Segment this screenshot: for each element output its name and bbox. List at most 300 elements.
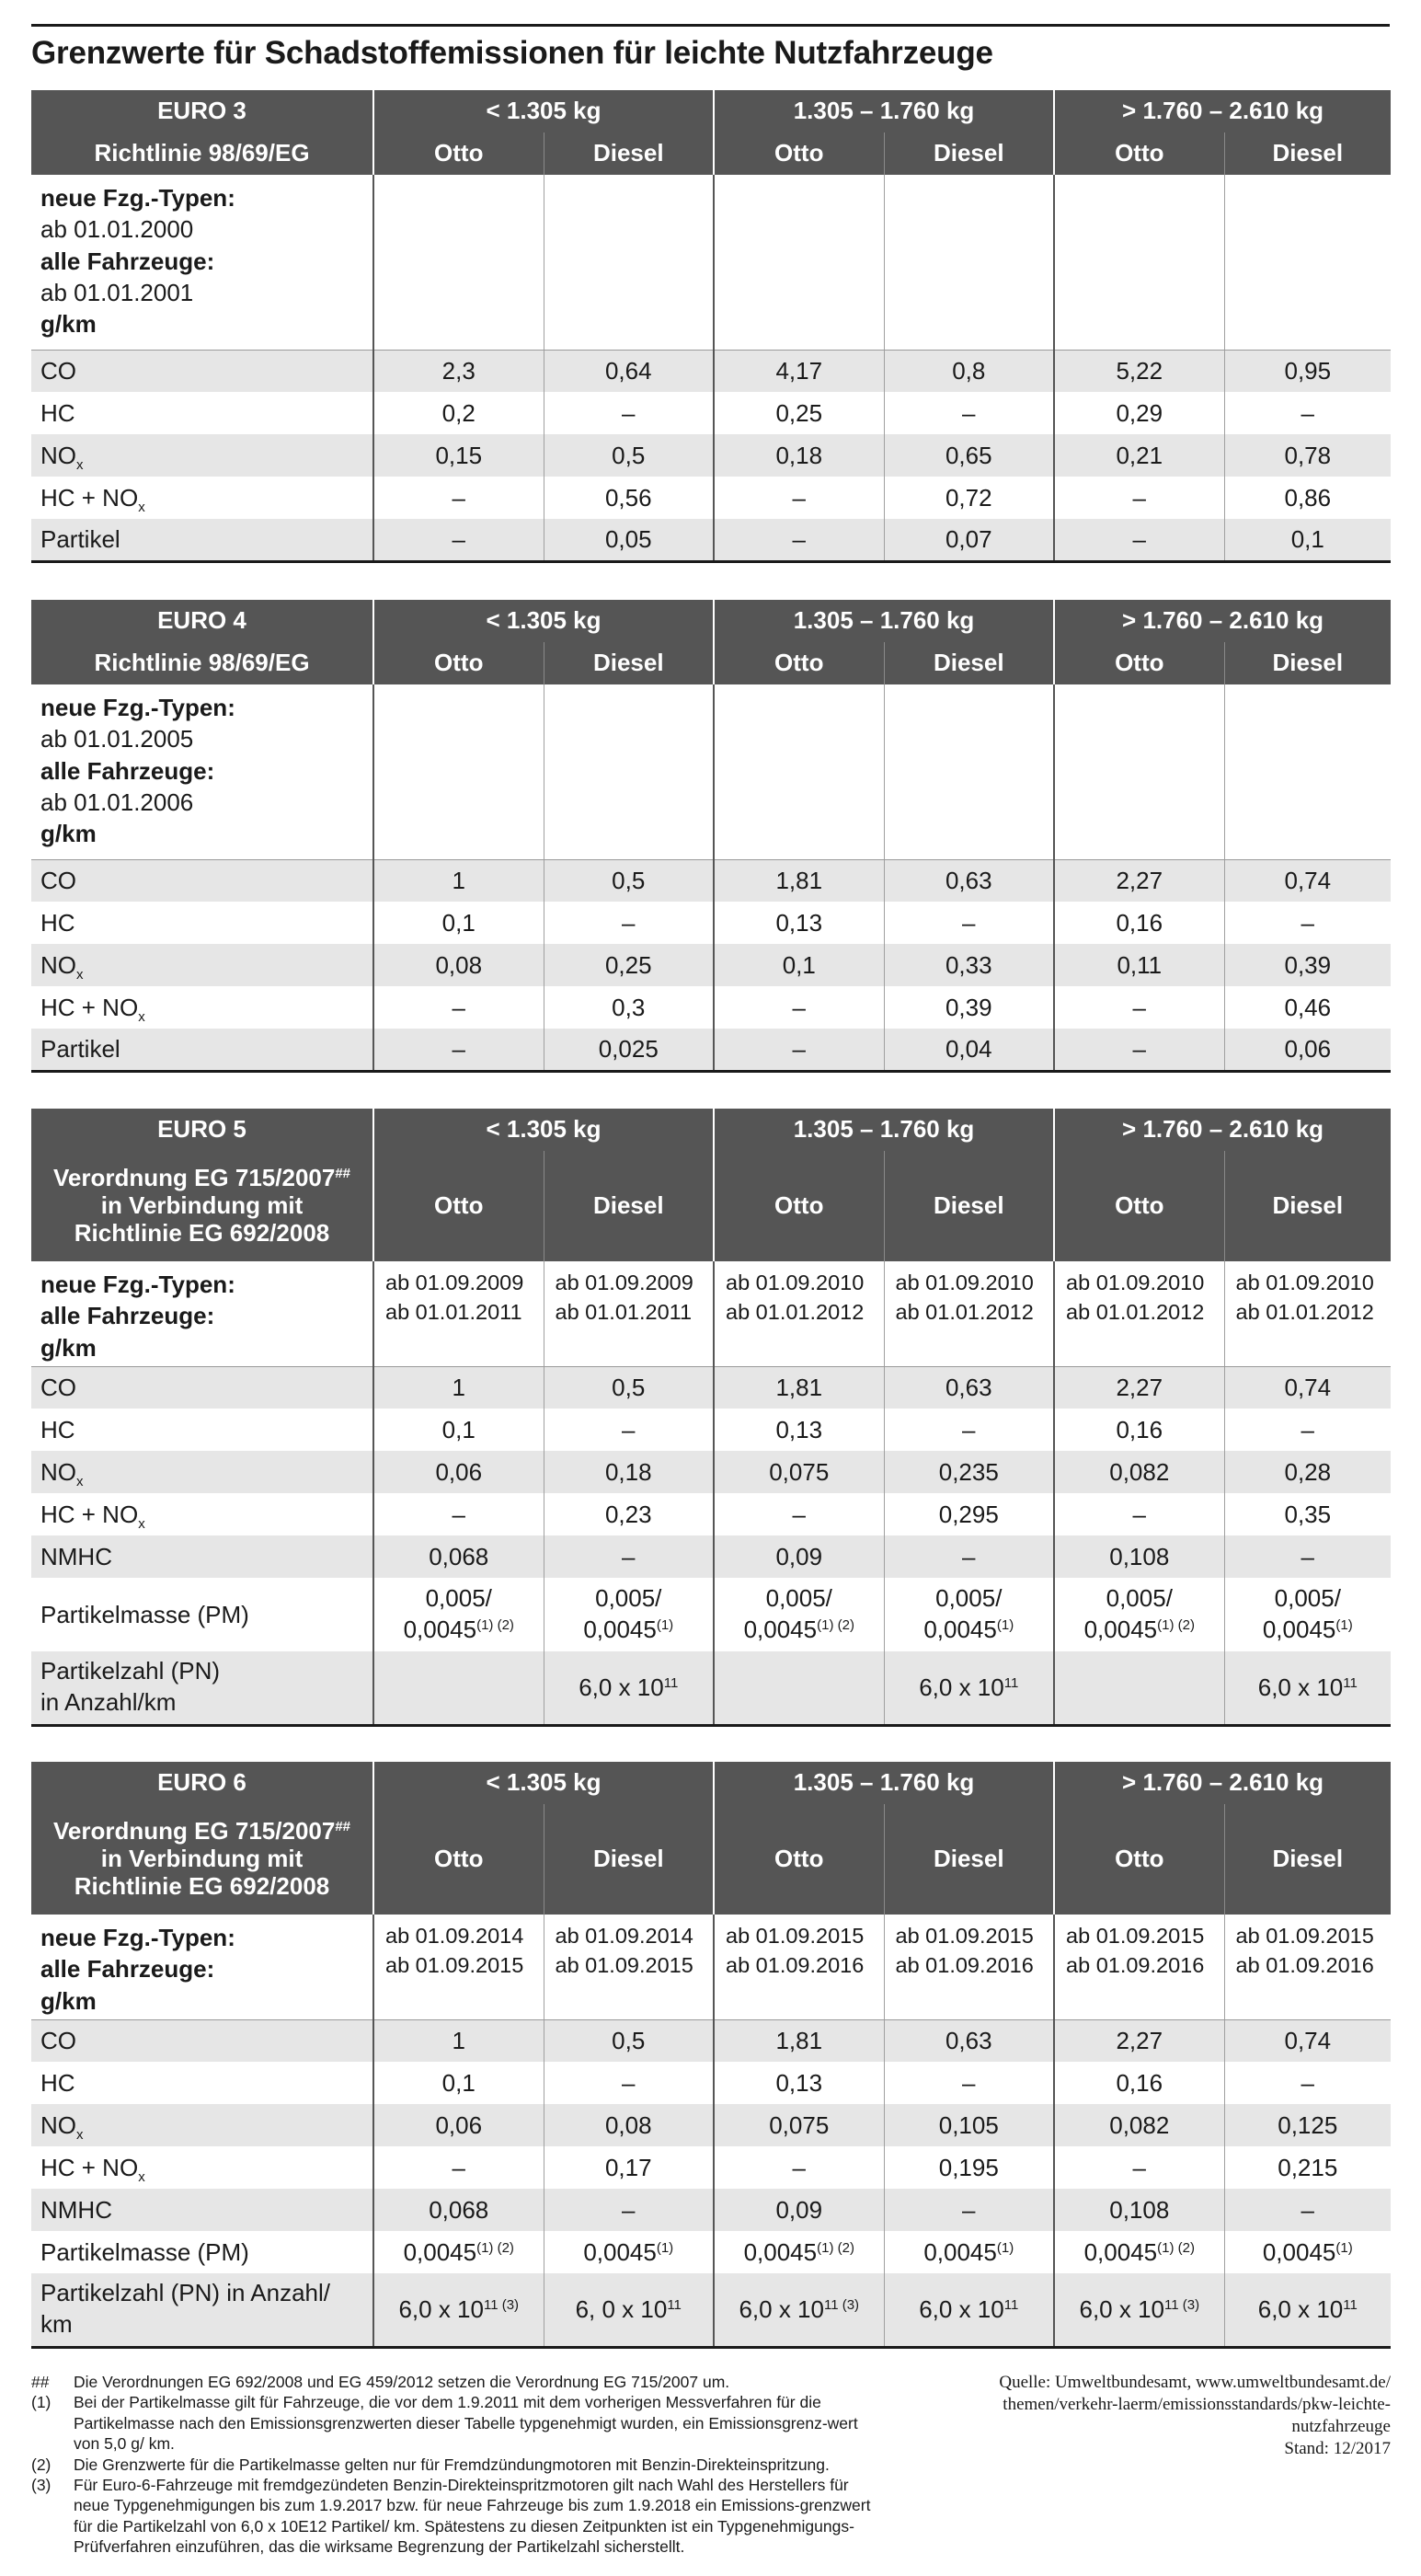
row-label-hc: HC: [31, 902, 373, 944]
euro5-co-row: [31, 1366, 1391, 1409]
value-cell: 0,082: [1054, 2104, 1224, 2146]
value-cell: –: [1224, 2062, 1391, 2104]
value-cell: 0,23: [544, 1493, 714, 1535]
euro5-header-row: [31, 1109, 1391, 1151]
label-new-types: neue Fzg.-Typen:: [40, 694, 235, 721]
euro3-group-3: > 1.760 – 2.610 kg: [1054, 90, 1391, 132]
empty-cell: [373, 684, 544, 859]
euro4-diesel-1: Diesel: [544, 642, 714, 684]
euro5-table: [31, 1109, 1391, 1727]
date-new: ab 01.09.2015: [1066, 1924, 1205, 1948]
date-all: ab 01.09.2016: [1235, 1952, 1374, 1977]
euro6-hc-row: [31, 2062, 1391, 2104]
euro5-pm-row: [31, 1578, 1391, 1651]
date-new: ab 01.09.2010: [1235, 1271, 1374, 1294]
value-cell: [544, 1578, 714, 1651]
source-line: themen/verkehr-laerm/emissionsstandards/pkw-leichte-: [1003, 2394, 1391, 2414]
euro4-otto-2: Otto: [714, 642, 884, 684]
date-cell: [1054, 1915, 1224, 2019]
value-cell: [373, 1578, 544, 1651]
pn-value: 6,0 x 10: [739, 2294, 824, 2323]
value-cell: –: [544, 392, 714, 434]
euro5-diesel-1: Diesel: [544, 1151, 714, 1261]
euro4-diesel-3: Diesel: [1224, 642, 1391, 684]
date-all: ab 01.09.2016: [895, 1952, 1034, 1977]
pn-value: 6,0 x 10: [919, 2294, 1004, 2323]
source-line: Quelle: Umweltbundesamt, www.umweltbundesamt.de/: [999, 2373, 1391, 2392]
date-all: ab 01.01.2012: [1066, 1299, 1205, 1324]
footnote-key: ##: [31, 2373, 50, 2391]
date-all: ab 01.01.2012: [726, 1299, 865, 1324]
value-cell: 1: [373, 859, 544, 902]
empty-cell: [544, 684, 714, 859]
euro3-diesel-3: Diesel: [1224, 132, 1391, 175]
label-unit: g/km: [40, 310, 97, 339]
value-cell: 0,29: [1054, 392, 1224, 434]
date-all: ab 01.09.2015: [385, 1952, 524, 1977]
pm-bottom: 0,0045: [1083, 1616, 1158, 1643]
date-new: ab 01.09.2015: [726, 1924, 865, 1948]
value-cell: [544, 2273, 714, 2347]
euro4-group-2: 1.305 – 1.760 kg: [714, 600, 1054, 642]
date-all: ab 01.01.2012: [895, 1299, 1034, 1324]
value-cell: 0,64: [544, 350, 714, 392]
row-label-co: CO: [31, 350, 373, 392]
euro3-date-new: ab 01.01.2000: [40, 215, 194, 244]
value-cell: [373, 2273, 544, 2347]
pm-top: 0,005/: [595, 1584, 662, 1613]
label-all-vehicles: alle Fahrzeuge:: [40, 1955, 215, 1984]
value-cell: 0,39: [1224, 944, 1391, 986]
row-label-pm: Partikelmasse (PM): [31, 1578, 373, 1651]
value-cell: 0,78: [1224, 434, 1391, 477]
exponent: 11 (3): [483, 2296, 520, 2313]
euro5-otto-3: Otto: [1054, 1151, 1224, 1261]
value-cell: 0,075: [714, 1451, 884, 1493]
euro5-hcnox-row: [31, 1493, 1391, 1535]
value-cell: 0,39: [884, 986, 1054, 1029]
date-cell: [1054, 1261, 1224, 1366]
page-title: Grenzwerte für Schadstoffemissionen für leichte Nutzfahrzeuge: [31, 35, 993, 71]
date-new: ab 01.09.2014: [385, 1924, 524, 1948]
euro5-group-2: 1.305 – 1.760 kg: [714, 1109, 1054, 1151]
value-cell: 0,15: [373, 434, 544, 477]
value-cell: 0,13: [714, 1409, 884, 1451]
value-cell: 0,08: [544, 2104, 714, 2146]
value-cell: 0,215: [1224, 2146, 1391, 2189]
value-cell: [544, 1651, 714, 1725]
euro3-otto-3: Otto: [1054, 132, 1224, 175]
pn-value: 6,0 x 10: [579, 1673, 664, 1701]
footnote-text: Die Grenzwerte für die Partikelmasse gelten nur für Fremdzündungmotoren mit Benzin-Direkteinspritzung.: [74, 2455, 830, 2474]
value-cell: 4,17: [714, 350, 884, 392]
date-cell: [373, 1915, 544, 2019]
value-cell: 2,27: [1054, 2019, 1224, 2062]
euro5-regulation: [31, 1151, 373, 1261]
top-rule: [31, 24, 1390, 27]
euro3-group-1: < 1.305 kg: [373, 90, 714, 132]
pn-value: 6,0 x 10: [1257, 2294, 1344, 2323]
euro6-group-2: 1.305 – 1.760 kg: [714, 1762, 1054, 1804]
value-cell: 0,025: [544, 1029, 714, 1071]
pm-value: 0,0045: [1083, 2237, 1158, 2266]
value-cell: 0,108: [1054, 2189, 1224, 2231]
value-cell: –: [714, 1493, 884, 1535]
value-cell: –: [1054, 1029, 1224, 1071]
euro6-regulation: [31, 1804, 373, 1915]
euro3-diesel-2: Diesel: [884, 132, 1054, 175]
footnote-text: Bei der Partikelmasse gilt für Fahrzeuge, die vor dem 1.9.2011 mit dem vorherigen Messverfahren für die Partikelmasse nach den Emissionsgrenzwerten dieser Tabelle typgenehmigt wurden, ein Emissionsgrenz-wert von 5,0 g/ km.: [74, 2393, 858, 2454]
euro6-pn-row: [31, 2273, 1391, 2347]
pn-value: 6,0 x 10: [919, 1673, 1004, 1701]
pm-bottom: 0,0045: [1262, 1616, 1336, 1643]
value-cell: –: [373, 519, 544, 561]
euro4-table: [31, 600, 1391, 1073]
value-cell: 0,63: [884, 859, 1054, 902]
footnote: [31, 2372, 877, 2392]
exponent: 11: [1003, 1674, 1019, 1691]
empty-cell: [1224, 175, 1391, 350]
value-cell: 0,28: [1224, 1451, 1391, 1493]
label-unit: g/km: [40, 1333, 97, 1362]
value-cell: 0,2: [373, 392, 544, 434]
value-cell: 0,46: [1224, 986, 1391, 1029]
empty-cell: [714, 175, 884, 350]
euro6-dates-row: [31, 1915, 1391, 2019]
empty-cell: [544, 175, 714, 350]
row-label-co: CO: [31, 1366, 373, 1409]
source-line: nutzfahrzeuge: [1291, 2416, 1391, 2436]
value-cell: –: [884, 1535, 1054, 1578]
date-all: ab 01.01.2011: [385, 1299, 522, 1324]
value-cell: 0,35: [1224, 1493, 1391, 1535]
euro6-diesel-2: Diesel: [884, 1804, 1054, 1915]
value-cell: [884, 2231, 1054, 2273]
empty-cell: [1054, 175, 1224, 350]
value-cell: 1: [373, 1366, 544, 1409]
value-cell: 0,1: [1224, 519, 1391, 561]
footnote-marker: (1): [1335, 1617, 1353, 1633]
euro4-date-new: ab 01.01.2005: [40, 725, 194, 753]
row-label-pm: Partikelmasse (PM): [31, 2231, 373, 2273]
value-cell: –: [1224, 392, 1391, 434]
value-cell: 1,81: [714, 2019, 884, 2062]
source-date: Stand: 12/2017: [1284, 2438, 1391, 2458]
label-unit: g/km: [40, 1986, 97, 2015]
value-cell: 0,1: [714, 944, 884, 986]
pm-bottom: 0,0045: [923, 1616, 997, 1643]
euro6-otto-1: Otto: [373, 1804, 544, 1915]
value-cell: 0,295: [884, 1493, 1054, 1535]
footnote: [31, 2455, 877, 2475]
euro6-header-row: [31, 1762, 1391, 1804]
value-cell: –: [884, 392, 1054, 434]
value-cell: –: [884, 2062, 1054, 2104]
euro3-pm-row: [31, 519, 1391, 561]
value-cell: 0,235: [884, 1451, 1054, 1493]
row-label-nox: [31, 434, 373, 477]
value-cell: 0,06: [373, 1451, 544, 1493]
value-cell: 0,06: [373, 2104, 544, 2146]
euro4-otto-3: Otto: [1054, 642, 1224, 684]
value-cell: –: [1054, 2146, 1224, 2189]
row-label-nmhc: NMHC: [31, 2189, 373, 2231]
date-new: ab 01.09.2010: [1066, 1271, 1205, 1294]
row-label-hc: HC: [31, 392, 373, 434]
euro4-dates-row: [31, 684, 1391, 859]
value-cell: –: [1224, 902, 1391, 944]
label-hcno: HC + NO: [40, 2153, 139, 2181]
value-cell: [1224, 1651, 1391, 1725]
euro6-diesel-1: Diesel: [544, 1804, 714, 1915]
date-all: ab 01.09.2015: [555, 1952, 693, 1977]
label-new-types: neue Fzg.-Typen:: [40, 184, 235, 212]
label-sub-x: x: [138, 499, 145, 515]
euro3-dates-label: [31, 175, 373, 350]
value-cell: [544, 2231, 714, 2273]
exponent: 11: [663, 1674, 679, 1691]
date-new: ab 01.09.2015: [1235, 1924, 1374, 1948]
date-cell: [714, 1915, 884, 2019]
pn-value: 6, 0 x 10: [575, 2294, 668, 2323]
euro3-otto-2: Otto: [714, 132, 884, 175]
euro5-dates-label: [31, 1261, 373, 1366]
value-cell: –: [373, 1493, 544, 1535]
euro4-diesel-2: Diesel: [884, 642, 1054, 684]
pm-bottom: 0,0045: [583, 1616, 657, 1643]
label-new-types: neue Fzg.-Typen:: [40, 1924, 235, 1951]
value-cell: 0,3: [544, 986, 714, 1029]
value-cell: –: [544, 902, 714, 944]
value-cell: [884, 2273, 1054, 2347]
label-hcno: HC + NO: [40, 483, 139, 512]
value-cell: 0,13: [714, 2062, 884, 2104]
footnote-marker: (1): [996, 2239, 1014, 2256]
euro4-dates-label: [31, 684, 373, 859]
value-cell: 2,3: [373, 350, 544, 392]
value-cell: 0,63: [884, 2019, 1054, 2062]
date-all: ab 01.01.2011: [555, 1299, 693, 1324]
value-cell: 0,74: [1224, 1366, 1391, 1409]
euro6-nmhc-row: [31, 2189, 1391, 2231]
value-cell: 1: [373, 2019, 544, 2062]
date-all: ab 01.09.2016: [726, 1952, 865, 1977]
value-cell: 0,068: [373, 2189, 544, 2231]
value-cell: 0,1: [373, 2062, 544, 2104]
euro6-hcnox-row: [31, 2146, 1391, 2189]
euro5-reg-line3: Richtlinie EG 692/2008: [74, 1218, 330, 1247]
label-sub-x: x: [76, 2126, 84, 2143]
euro4-otto-1: Otto: [373, 642, 544, 684]
value-cell: 0,63: [884, 1366, 1054, 1409]
row-label-hc: HC: [31, 1409, 373, 1451]
value-cell: 0,17: [544, 2146, 714, 2189]
label-new-types: neue Fzg.-Typen:: [40, 1271, 235, 1298]
euro4-pm-row: [31, 1029, 1391, 1071]
empty-cell: [884, 175, 1054, 350]
value-cell: [1224, 2231, 1391, 2273]
value-cell: 0,108: [1054, 1535, 1224, 1578]
value-cell: 0,06: [1224, 1029, 1391, 1071]
euro6-co-row: [31, 2019, 1391, 2062]
label-unit: g/km: [40, 820, 97, 848]
euro5-reg-line1: Verordnung EG 715/2007: [52, 1164, 336, 1192]
label-sub-x: x: [76, 1473, 84, 1489]
value-cell: 0,125: [1224, 2104, 1391, 2146]
row-label-co: CO: [31, 2019, 373, 2062]
value-cell: 0,1: [373, 902, 544, 944]
value-cell: –: [1054, 1493, 1224, 1535]
footnote-marker: (1): [996, 1617, 1014, 1633]
date-cell: [1224, 1261, 1391, 1366]
row-label-partikel: Partikel: [31, 519, 373, 561]
label-all-vehicles: alle Fahrzeuge:: [40, 756, 215, 785]
euro4-co-row: [31, 859, 1391, 902]
value-cell: 0,72: [884, 477, 1054, 519]
footnote-marker: (1) (2): [476, 1617, 514, 1633]
euro5-otto-2: Otto: [714, 1151, 884, 1261]
label-sub-x: x: [76, 966, 84, 983]
euro3-name: EURO 3: [31, 90, 373, 132]
euro5-reg-line2: in Verbindung mit: [100, 1191, 304, 1220]
value-cell: –: [544, 2062, 714, 2104]
value-cell: 0,8: [884, 350, 1054, 392]
row-label-partikel: Partikel: [31, 1029, 373, 1071]
pn-value: 6,0 x 10: [398, 2294, 484, 2323]
value-cell: 5,22: [1054, 350, 1224, 392]
value-cell: [1054, 2231, 1224, 2273]
pm-value: 0,0045: [1262, 2237, 1336, 2266]
date-cell: [884, 1261, 1054, 1366]
exponent: 11 (3): [823, 2296, 860, 2313]
euro5-hc-row: [31, 1409, 1391, 1451]
value-cell: –: [373, 1029, 544, 1071]
row-label-pn: [31, 1651, 373, 1725]
euro6-otto-3: Otto: [1054, 1804, 1224, 1915]
value-cell: –: [544, 2189, 714, 2231]
pm-top: 0,005/: [935, 1584, 1003, 1613]
euro3-directive: Richtlinie 98/69/EG: [31, 132, 373, 175]
value-cell: –: [714, 986, 884, 1029]
row-label-hcnox: [31, 986, 373, 1029]
date-new: ab 01.09.2009: [385, 1271, 524, 1294]
footnote-marker: (1): [656, 2239, 674, 2256]
value-cell: 0,195: [884, 2146, 1054, 2189]
euro4-subheader-row: [31, 642, 1391, 684]
empty-cell: [1054, 1651, 1224, 1725]
euro3-table: [31, 90, 1391, 563]
value-cell: 0,18: [714, 434, 884, 477]
euro6-reg-line2: in Verbindung mit: [100, 1845, 304, 1873]
row-label-co: CO: [31, 859, 373, 902]
row-label-hcnox: [31, 477, 373, 519]
footnote-marker: ##: [335, 1166, 351, 1182]
pm-bottom: 0,0045: [743, 1616, 818, 1643]
row-label-pn: [31, 2273, 373, 2347]
euro6-table: [31, 1762, 1391, 2349]
label-hcno: HC + NO: [40, 1500, 139, 1528]
footnotes: [31, 2372, 877, 2558]
value-cell: 0,16: [1054, 2062, 1224, 2104]
exponent: 11: [1343, 1674, 1358, 1691]
euro4-name: EURO 4: [31, 600, 373, 642]
value-cell: –: [884, 902, 1054, 944]
row-label-nox: [31, 2104, 373, 2146]
euro6-otto-2: Otto: [714, 1804, 884, 1915]
footnote-text: Die Verordnungen EG 692/2008 und EG 459/2012 setzen die Verordnung EG 715/2007 um.: [74, 2373, 730, 2391]
label-sub-x: x: [76, 456, 84, 473]
value-cell: –: [1054, 477, 1224, 519]
footnote-marker: (1) (2): [1157, 2239, 1195, 2256]
value-cell: [1054, 1578, 1224, 1651]
value-cell: –: [1224, 1409, 1391, 1451]
value-cell: –: [1224, 1535, 1391, 1578]
date-cell: [373, 1261, 544, 1366]
label-no: NO: [40, 950, 76, 979]
footnote-marker: (1) (2): [817, 1617, 854, 1633]
euro4-hcnox-row: [31, 986, 1391, 1029]
value-cell: 0,56: [544, 477, 714, 519]
value-cell: –: [714, 477, 884, 519]
value-cell: –: [373, 477, 544, 519]
euro5-nox-row: [31, 1451, 1391, 1493]
euro5-diesel-2: Diesel: [884, 1151, 1054, 1261]
euro3-otto-1: Otto: [373, 132, 544, 175]
value-cell: –: [1224, 2189, 1391, 2231]
value-cell: –: [373, 2146, 544, 2189]
value-cell: 0,25: [714, 392, 884, 434]
euro3-header-row: [31, 90, 1391, 132]
footnote-key: (2): [31, 2455, 52, 2474]
empty-cell: [373, 175, 544, 350]
euro4-date-all: ab 01.01.2006: [40, 788, 194, 816]
empty-cell: [714, 684, 884, 859]
pm-top: 0,005/: [425, 1584, 492, 1613]
value-cell: 0,07: [884, 519, 1054, 561]
pm-value: 0,0045: [403, 2237, 477, 2266]
value-cell: [714, 2231, 884, 2273]
value-cell: 1,81: [714, 859, 884, 902]
value-cell: –: [1054, 519, 1224, 561]
euro6-nox-row: [31, 2104, 1391, 2146]
euro5-group-3: > 1.760 – 2.610 kg: [1054, 1109, 1391, 1151]
date-cell: [544, 1261, 714, 1366]
euro5-diesel-3: Diesel: [1224, 1151, 1391, 1261]
euro3-co-row: [31, 350, 1391, 392]
value-cell: 0,33: [884, 944, 1054, 986]
euro5-otto-1: Otto: [373, 1151, 544, 1261]
value-cell: –: [884, 1409, 1054, 1451]
pm-top: 0,005/: [1106, 1584, 1173, 1613]
date-cell: [1224, 1915, 1391, 2019]
value-cell: 0,74: [1224, 859, 1391, 902]
value-cell: 0,74: [1224, 2019, 1391, 2062]
value-cell: 0,1: [373, 1409, 544, 1451]
label-pn-unit: in Anzahl/km: [40, 1688, 177, 1717]
value-cell: 0,105: [884, 2104, 1054, 2146]
euro6-subheader-row: [31, 1804, 1391, 1915]
label-no: NO: [40, 1457, 76, 1486]
pm-value: 0,0045: [743, 2237, 818, 2266]
exponent: 11: [1003, 2296, 1019, 2313]
value-cell: 0,16: [1054, 902, 1224, 944]
euro5-subheader-row: [31, 1151, 1391, 1261]
empty-cell: [373, 1651, 544, 1725]
footnote: [31, 2475, 877, 2558]
date-cell: [714, 1261, 884, 1366]
footnote-key: (1): [31, 2393, 52, 2412]
value-cell: 0,05: [544, 519, 714, 561]
